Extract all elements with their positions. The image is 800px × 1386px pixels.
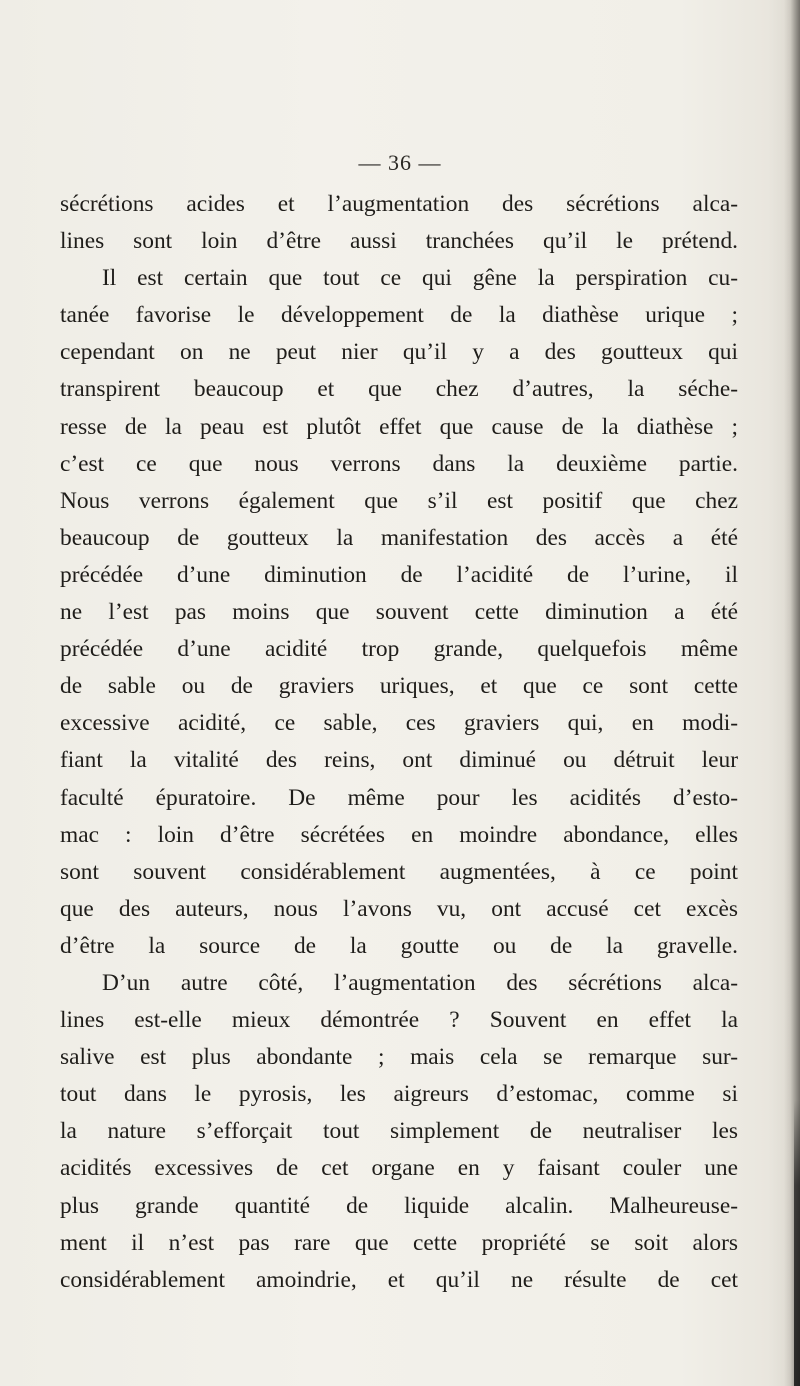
text-line: c’est ce que nous verrons dans la deuxième partie.	[60, 450, 738, 477]
text-line: D’un autre côté, l’augmentation des sécrétions alca-	[102, 969, 738, 996]
text-line: cependant on ne peut nier qu’il y a des goutteux qui	[60, 339, 738, 366]
text-line: faculté épuratoire. De même pour les acidités d’esto-	[60, 784, 738, 811]
text-line: précédée d’une diminution de l’acidité de l’urine, il	[60, 561, 738, 588]
text-line: Il est certain que tout ce qui gêne la perspiration cu-	[102, 265, 738, 292]
text-line: transpirent beaucoup et que chez d’autres, la séche-	[60, 376, 738, 403]
text-line: fiant la vitalité des reins, ont diminué ou détruit leur	[60, 747, 738, 774]
text-line: ment il n’est pas rare que cette propriété se soit alors	[60, 1229, 738, 1256]
text-line: de sable ou de graviers uriques, et que ce sont cette	[60, 673, 738, 700]
text-line: la nature s’efforçait tout simplement de neutraliser les	[60, 1118, 738, 1145]
text-line: précédée d’une acidité trop grande, quelquefois même	[60, 636, 738, 663]
text-line: resse de la peau est plutôt effet que cause de la diathèse ;	[60, 413, 738, 440]
text-line: lines est-elle mieux démontrée ? Souvent en effet la	[60, 1007, 738, 1034]
text-line: tanée favorise le développement de la diathèse urique ;	[60, 302, 738, 329]
body-text	[60, 186, 738, 1299]
text-line: excessive acidité, ce sable, ces graviers qui, en modi-	[60, 710, 738, 737]
text-line: d’être la source de la goutte ou de la gravelle.	[60, 932, 738, 959]
page-edge-dark	[794, 1100, 800, 1386]
text-line: tout dans le pyrosis, les aigreurs d’estomac, comme si	[60, 1081, 738, 1108]
text-line: Nous verrons également que s’il est positif que chez	[60, 487, 738, 514]
text-line: salive est plus abondante ; mais cela se remarque sur-	[60, 1044, 738, 1071]
text-line: sécrétions acides et l’augmentation des sécrétions alca-	[60, 191, 738, 217]
text-line: lines sont loin d’être aussi tranchées qu’il le prétend.	[60, 228, 738, 255]
page-number: — 36 —	[358, 150, 442, 175]
text-line: sont souvent considérablement augmentées, à ce point	[60, 858, 738, 885]
text-line: que des auteurs, nous l’avons vu, ont accusé cet excès	[60, 895, 738, 922]
text-line: mac : loin d’être sécrétées en moindre abondance, elles	[60, 821, 738, 848]
text-line: considérablement amoindrie, et qu’il ne résulte de cet	[60, 1266, 738, 1293]
text-line: plus grande quantité de liquide alcalin. Malheureuse-	[60, 1192, 738, 1219]
text-line: beaucoup de goutteux la manifestation des accès a été	[60, 524, 738, 551]
text-line: ne l’est pas moins que souvent cette diminution a été	[60, 599, 738, 626]
text-line: acidités excessives de cet organe en y faisant couler une	[60, 1155, 738, 1182]
